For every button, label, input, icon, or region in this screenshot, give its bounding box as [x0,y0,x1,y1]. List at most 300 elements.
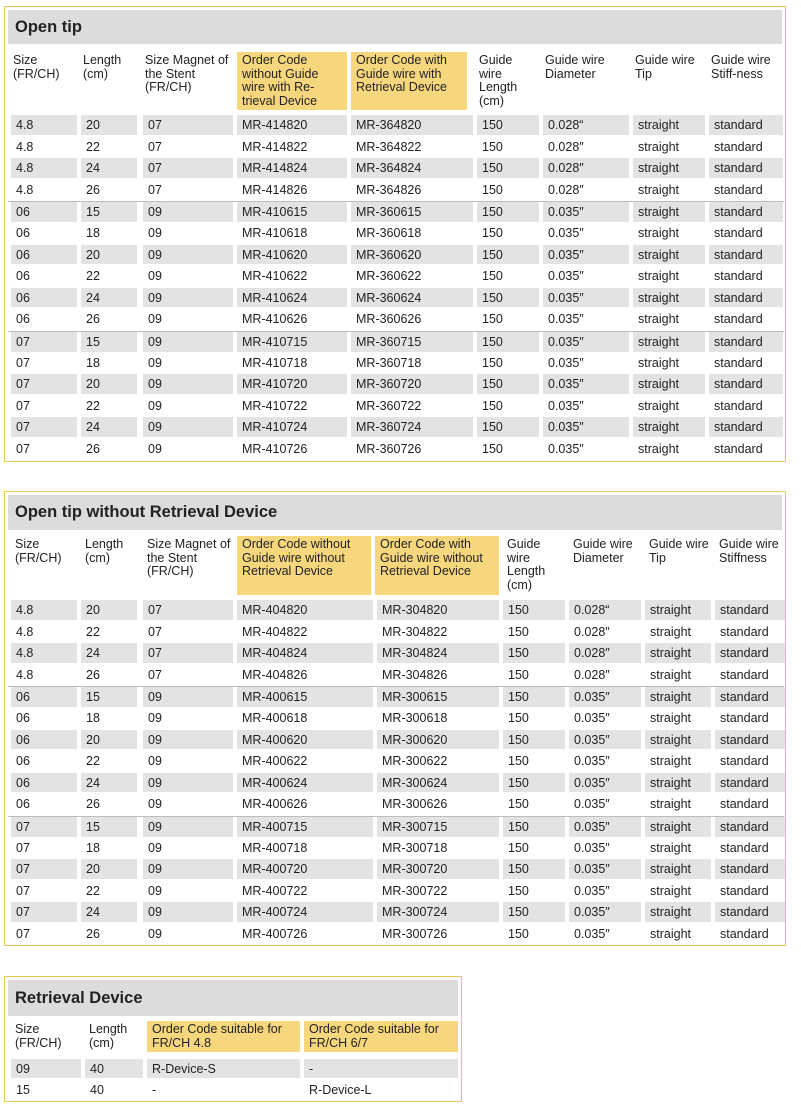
table-cell: 09 [143,902,233,922]
retrieval-device-panel [4,976,462,1102]
table-cell: MR-300622 [377,751,499,771]
table-cell: MR-410720 [237,374,347,394]
column-header: Size Magnet of the Stent (FR/CH) [147,537,231,578]
table-cell: 26 [81,180,137,200]
column-header: Guide wire Stiffness [719,537,779,565]
table-cell: 18 [81,353,137,373]
table-cell: 150 [503,730,565,750]
table-cell: 09 [143,266,233,286]
table-cell: MR-360722 [351,396,473,416]
table-cell: 09 [143,396,233,416]
table-cell: 26 [81,309,137,329]
table-cell: MR-360615 [351,202,473,222]
table-cell: 150 [477,137,539,157]
table-cell: 0.028″ [543,158,629,178]
table-cell: 0.035″ [569,773,641,793]
table-cell: 150 [477,417,539,437]
table-cell: 09 [143,708,233,728]
table-cell: MR-364822 [351,137,473,157]
table-cell: straight [633,223,705,243]
table-cell: straight [633,353,705,373]
table-cell: 09 [143,924,233,944]
table-cell: 09 [143,245,233,265]
table-cell: 150 [503,902,565,922]
table-cell: MR-300722 [377,881,499,901]
column-header: Guide wire Length (cm) [507,537,546,592]
table-cell: standard [715,600,785,620]
column-header: Length (cm) [89,1022,128,1050]
table-cell: 20 [81,859,137,879]
column-header: Order Code suitable for FR/CH 4.8 [147,1021,300,1052]
table-cell: standard [715,817,785,837]
table-cell: 24 [81,902,137,922]
table-cell: 4.8 [11,180,77,200]
table-cell: straight [645,838,711,858]
table-cell: MR-360626 [351,309,473,329]
table-cell: 09 [143,773,233,793]
table-cell: standard [709,288,783,308]
table-cell: 07 [11,396,77,416]
table-cell: straight [633,180,705,200]
table-cell: 0.035″ [543,266,629,286]
table-cell: straight [633,202,705,222]
table-cell: 22 [81,266,137,286]
table-cell: 0.028“ [543,115,629,135]
table-cell: 26 [81,439,137,459]
table-cell: 0.035″ [569,708,641,728]
table-cell: MR-410615 [237,202,347,222]
table-row [8,288,784,308]
table-cell: 150 [477,223,539,243]
table-cell: standard [715,687,785,707]
table-cell: MR-410618 [237,223,347,243]
table-cell: MR-300618 [377,708,499,728]
table-cell: 150 [477,439,539,459]
table-row [8,137,784,157]
table-cell: standard [709,115,783,135]
table-cell: 0.035″ [569,924,641,944]
table-cell: 09 [143,838,233,858]
table-cell: MR-400724 [237,902,373,922]
table-cell: MR-410722 [237,396,347,416]
table-cell: 150 [503,622,565,642]
table-cell: standard [709,353,783,373]
table-row [8,881,784,901]
table-cell: 0.035″ [569,838,641,858]
table-cell: standard [715,751,785,771]
column-header: Size Magnet of the Stent (FR/CH) [145,53,229,94]
table-cell: MR-404822 [237,622,373,642]
column-header: Guide wire Tip [635,53,695,81]
table-cell: MR-410620 [237,245,347,265]
table-cell: 20 [81,245,137,265]
table-cell: 07 [11,332,77,352]
table-cell: MR-414822 [237,137,347,157]
table-cell: 0.028“ [569,600,641,620]
table-cell: 06 [11,773,77,793]
table-row [8,331,784,351]
table-cell: straight [645,665,711,685]
table-row [8,686,784,706]
table-cell: standard [709,158,783,178]
table-cell: 07 [143,643,233,663]
table-cell: 26 [81,794,137,814]
table-row [8,708,784,728]
table-cell: MR-360624 [351,288,473,308]
column-header: Guide wire Stiff-ness [711,53,771,81]
table-cell: 09 [143,687,233,707]
column-header: Order Code suitable for FR/CH 6/7 [304,1021,458,1052]
table-cell: MR-360726 [351,439,473,459]
table-cell: 09 [143,859,233,879]
table-cell: MR-400626 [237,794,373,814]
table-cell: MR-364824 [351,158,473,178]
table-row [8,751,784,771]
table-cell: 06 [11,730,77,750]
table-cell: 22 [81,751,137,771]
table-cell: 150 [503,773,565,793]
table-cell: 06 [11,266,77,286]
table-cell: 150 [503,838,565,858]
table-cell: 09 [143,288,233,308]
table-cell: 20 [81,600,137,620]
table-cell: 06 [11,687,77,707]
table-cell: 0.035″ [543,223,629,243]
table-cell: standard [709,309,783,329]
table-cell: MR-300715 [377,817,499,837]
table-cell: 0.028″ [569,622,641,642]
table-cell: MR-414824 [237,158,347,178]
table-cell: 09 [143,751,233,771]
table-cell: 150 [477,396,539,416]
table-cell: straight [633,266,705,286]
table-cell: standard [709,332,783,352]
table-row [8,902,784,922]
table-cell: 07 [143,158,233,178]
table-cell: 150 [503,881,565,901]
table-cell: 0.035″ [543,309,629,329]
table-cell: standard [709,439,783,459]
table-cell: standard [715,859,785,879]
table-cell: 20 [81,374,137,394]
table-row [8,201,784,221]
table-cell: standard [709,396,783,416]
table-cell: 06 [11,794,77,814]
table-cell: straight [645,622,711,642]
table-cell: MR-300620 [377,730,499,750]
table-cell: MR-400718 [237,838,373,858]
table-cell: 07 [11,374,77,394]
table-cell: 06 [11,245,77,265]
table-row [8,115,784,135]
table-cell: 07 [11,881,77,901]
table-cell: standard [709,266,783,286]
table-cell: straight [633,245,705,265]
table-cell: MR-304824 [377,643,499,663]
table-cell: standard [709,137,783,157]
table-cell: standard [709,374,783,394]
table-cell: 06 [11,309,77,329]
table-cell: 24 [81,417,137,437]
table-cell: 150 [503,665,565,685]
table-cell: 24 [81,773,137,793]
table-cell: 4.8 [11,665,77,685]
table-row [8,396,784,416]
table-cell: standard [715,881,785,901]
table-cell: MR-360724 [351,417,473,437]
table-row [8,859,784,879]
table-cell: 150 [503,687,565,707]
table-cell: 07 [143,665,233,685]
table-cell: straight [633,137,705,157]
open-tip-without-title: Open tip without Retrieval Device [8,495,782,530]
table-cell: MR-300626 [377,794,499,814]
table-cell: MR-300726 [377,924,499,944]
table-cell: straight [633,332,705,352]
table-cell: MR-410624 [237,288,347,308]
table-cell: 150 [477,180,539,200]
table-cell: 0.028″ [543,180,629,200]
table-cell: straight [633,417,705,437]
table-cell: 0.035″ [569,859,641,879]
table-cell: 150 [477,309,539,329]
table-cell: MR-414826 [237,180,347,200]
table-cell: 22 [81,137,137,157]
column-header: Size (FR/CH) [13,53,60,81]
table-cell: 0.035″ [569,794,641,814]
table-cell: MR-400618 [237,708,373,728]
table-cell: 4.8 [11,600,77,620]
table-cell: straight [645,924,711,944]
table-cell: MR-300718 [377,838,499,858]
table-row [8,816,784,836]
table-cell: MR-414820 [237,115,347,135]
table-cell: - [304,1059,458,1078]
table-cell: 4.8 [11,137,77,157]
table-cell: MR-360620 [351,245,473,265]
table-cell: 07 [11,417,77,437]
table-cell: 06 [11,288,77,308]
table-row [8,665,784,685]
table-cell: 06 [11,751,77,771]
table-row [8,374,784,394]
table-cell: 26 [81,665,137,685]
table-cell: MR-404824 [237,643,373,663]
table-cell: R-Device-S [147,1059,300,1078]
column-header: Order Code without Guide wire with Re-trieval Device [237,52,347,110]
table-cell: MR-410726 [237,439,347,459]
table-cell: standard [715,622,785,642]
table-cell: 0.035″ [543,353,629,373]
table-cell: 24 [81,643,137,663]
table-cell: 09 [143,439,233,459]
table-cell: 0.035″ [543,417,629,437]
open-tip-panel [4,6,786,462]
table-cell: 150 [477,332,539,352]
column-header: Order Code with Guide wire with Retrieval Device [351,52,467,110]
table-cell: 22 [81,622,137,642]
column-header: Size (FR/CH) [15,537,62,565]
table-cell: MR-364820 [351,115,473,135]
table-cell: 0.035″ [569,902,641,922]
table-cell: 09 [143,309,233,329]
table-cell: straight [645,751,711,771]
table-cell: standard [715,924,785,944]
table-cell: MR-300720 [377,859,499,879]
table-cell: 09 [143,881,233,901]
table-cell: straight [633,374,705,394]
table-cell: standard [709,202,783,222]
table-cell: straight [633,309,705,329]
table-cell: straight [645,817,711,837]
table-cell: 15 [81,332,137,352]
table-cell: MR-410626 [237,309,347,329]
table-cell: MR-360618 [351,223,473,243]
table-cell: straight [633,396,705,416]
table-cell: MR-410724 [237,417,347,437]
table-cell: 09 [143,730,233,750]
table-cell: 150 [477,158,539,178]
table-cell: 0.035″ [569,751,641,771]
table-cell: standard [709,223,783,243]
table-cell: 0.035″ [569,730,641,750]
table-cell: 07 [11,924,77,944]
table-row [8,223,784,243]
table-cell: 0.035″ [543,396,629,416]
table-row [8,838,784,858]
column-header: Guide wire Length (cm) [479,53,518,108]
table-cell: 0.035″ [543,439,629,459]
table-cell: 09 [143,374,233,394]
table-row [8,417,784,437]
column-header: Guide wire Diameter [573,537,633,565]
table-cell: standard [715,773,785,793]
table-row [8,773,784,793]
table-cell: 20 [81,115,137,135]
table-cell: 07 [11,439,77,459]
table-cell: 4.8 [11,158,77,178]
table-cell: MR-400726 [237,924,373,944]
table-cell: 18 [81,708,137,728]
table-cell: 40 [85,1059,143,1078]
table-row [8,158,784,178]
table-cell: 4.8 [11,643,77,663]
table-cell: standard [709,417,783,437]
retrieval-device-title: Retrieval Device [8,980,458,1016]
table-cell: - [147,1080,300,1099]
open-tip-title: Open tip [8,10,782,44]
table-cell: straight [633,115,705,135]
table-cell: MR-400624 [237,773,373,793]
table-cell: standard [715,708,785,728]
table-cell: straight [633,439,705,459]
table-cell: 150 [503,794,565,814]
table-row [8,309,784,329]
table-cell: 150 [503,817,565,837]
table-cell: 18 [81,223,137,243]
column-header: Order Code without Guide wire without Retrieval Device [237,536,371,595]
table-row [8,266,784,286]
table-cell: 06 [11,223,77,243]
column-header: Length (cm) [83,53,122,81]
table-cell: 09 [143,332,233,352]
table-cell: MR-400715 [237,817,373,837]
table-cell: 15 [81,687,137,707]
table-cell: MR-400720 [237,859,373,879]
table-cell: straight [645,859,711,879]
column-header: Order Code with Guide wire without Retrieval Device [375,536,499,595]
table-cell: MR-400615 [237,687,373,707]
table-cell: 150 [503,708,565,728]
table-cell: 07 [143,600,233,620]
table-row [8,245,784,265]
table-cell: 09 [143,417,233,437]
table-cell: 0.035″ [543,245,629,265]
table-row [8,353,784,373]
table-cell: MR-404826 [237,665,373,685]
table-cell: 150 [477,374,539,394]
table-cell: R-Device-L [304,1080,458,1099]
table-cell: straight [645,794,711,814]
table-cell: standard [715,838,785,858]
table-cell: 0.028″ [569,665,641,685]
table-cell: 06 [11,202,77,222]
table-cell: straight [645,773,711,793]
table-cell: 150 [477,245,539,265]
table-cell: straight [645,708,711,728]
table-cell: 15 [11,1080,81,1099]
table-cell: MR-360622 [351,266,473,286]
table-cell: straight [633,288,705,308]
table-cell: 0.035″ [543,202,629,222]
table-cell: straight [645,643,711,663]
table-cell: standard [715,665,785,685]
table-cell: standard [715,730,785,750]
table-cell: MR-410622 [237,266,347,286]
open-tip-without-panel [4,491,786,946]
table-cell: 0.028″ [543,137,629,157]
table-cell: MR-404820 [237,600,373,620]
table-cell: MR-360718 [351,353,473,373]
table-cell: 07 [11,838,77,858]
table-cell: MR-304820 [377,600,499,620]
table-cell: 15 [81,817,137,837]
table-cell: 09 [143,223,233,243]
table-cell: 0.035″ [543,374,629,394]
table-cell: 4.8 [11,622,77,642]
table-cell: standard [715,794,785,814]
table-row [8,924,784,944]
table-cell: MR-410715 [237,332,347,352]
table-cell: straight [645,600,711,620]
table-cell: standard [715,902,785,922]
table-cell: MR-304826 [377,665,499,685]
table-cell: MR-410718 [237,353,347,373]
table-row [8,439,784,459]
table-row [8,600,784,620]
table-cell: 0.035″ [569,881,641,901]
table-cell: MR-400622 [237,751,373,771]
table-cell: 26 [81,924,137,944]
table-cell: 09 [143,353,233,373]
table-cell: 18 [81,838,137,858]
table-cell: 150 [503,859,565,879]
table-cell: 150 [477,353,539,373]
table-row [8,622,784,642]
table-cell: 24 [81,158,137,178]
table-cell: MR-360720 [351,374,473,394]
table-cell: MR-400620 [237,730,373,750]
